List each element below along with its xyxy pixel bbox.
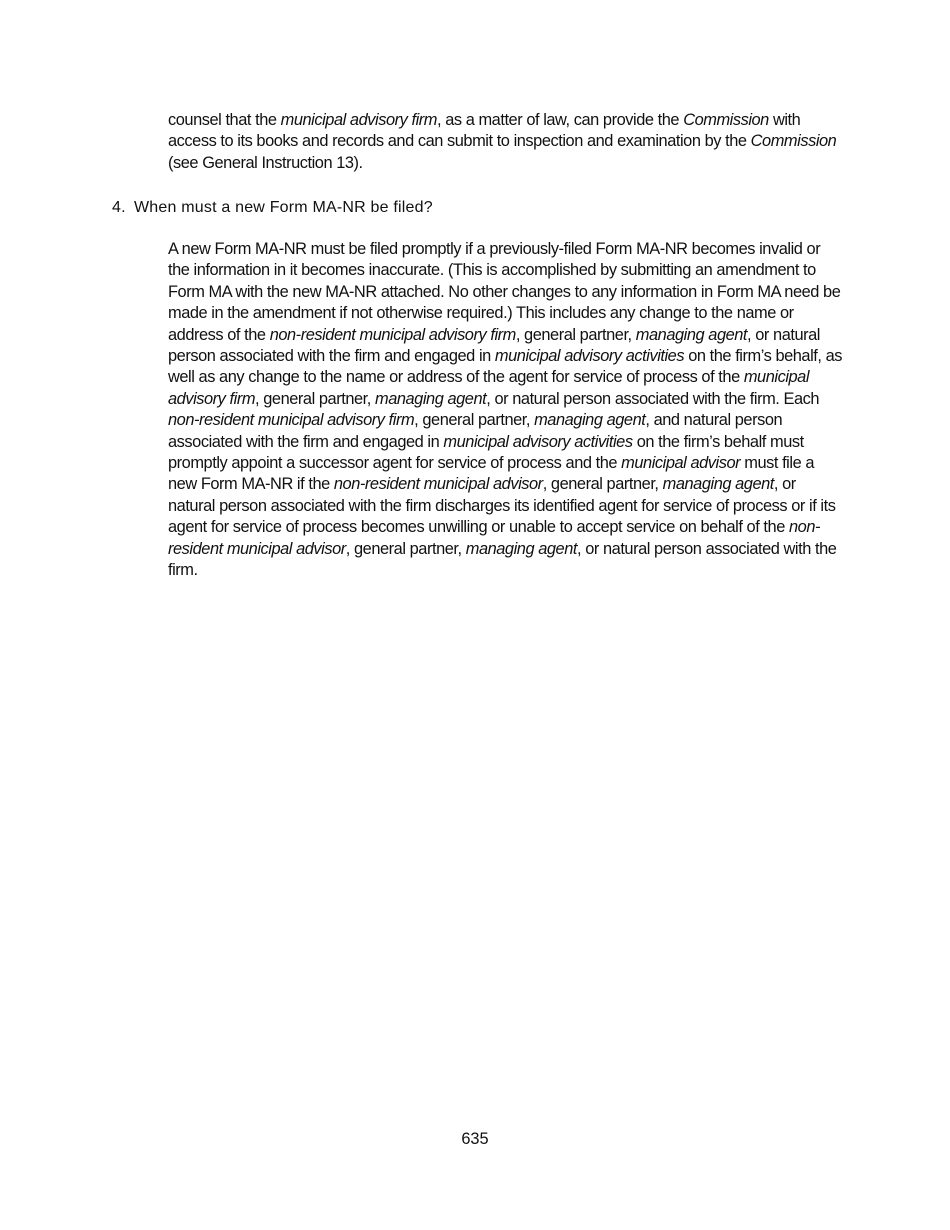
italic-term: managing agent (534, 411, 646, 430)
text-run: , general partner, (414, 411, 535, 430)
text-run: with access to its books and records and can submit to inspection and examination by the (168, 111, 801, 151)
text-run: , and natural person associated with the firm and engaged in (168, 411, 783, 451)
italic-term: managing agent (662, 475, 774, 494)
question-text: When must a new Form MA-NR be filed? (134, 199, 433, 216)
text-run: , general partner, (515, 325, 636, 344)
italic-term: managing agent (465, 539, 577, 558)
text-run: A new Form MA-NR must be filed promptly if a previously-filed Form MA-NR becomes invalid or the information in it becomes inaccurate. (This is accomplished by submitting an amendment to Form MA with the new MA-NR attached. No other changes to any information in Form MA need be made in the amendment if not otherwise required.) This includes any change to the name or address of the (168, 240, 841, 344)
text-run: , or natural person associated with the firm. Each (486, 389, 820, 408)
text-run: , as a matter of law, can provide the (436, 111, 684, 129)
text-run: , general partner, (345, 539, 466, 558)
continuation-paragraph (168, 110, 844, 174)
text-run: , or natural person associated with the firm. (168, 539, 837, 580)
italic-term: non-resident municipal advisory firm (168, 411, 415, 430)
page-number: 635 (461, 1130, 489, 1148)
italic-term: municipal advisory activities (443, 432, 633, 451)
italic-term: non-resident municipal advisor (168, 518, 820, 558)
italic-term: managing agent (635, 325, 748, 344)
text-run: , or natural person associated with the firm and engaged in (168, 325, 820, 366)
italic-term: non-resident municipal advisor (333, 475, 543, 494)
italic-term: municipal advisory firm (280, 111, 437, 129)
text-run: (see General Instruction 13). (168, 153, 363, 172)
question-number: 4. (112, 199, 126, 216)
text-run: , or natural person associated with the firm discharges its identified agent for service of process or if its agent for service of process becomes unwilling or unable to accept service on behalf of the (168, 475, 836, 537)
italic-term: Commission (750, 132, 837, 151)
italic-term: municipal advisory firm (168, 368, 810, 408)
text-run: counsel that the (168, 111, 281, 129)
text-run: on the firm’s behalf, as well as any change to the name or address of the agent for service of process of the (168, 347, 843, 387)
italic-term: non-resident municipal advisory firm (269, 325, 516, 344)
text-run: must file a new Form MA-NR if the (168, 454, 815, 494)
text-run: , general partner, (542, 475, 663, 494)
question-heading (112, 197, 433, 218)
italic-term: municipal advisory activities (494, 347, 685, 366)
italic-term: municipal advisor (621, 454, 741, 473)
answer-paragraph (168, 239, 844, 582)
text-run: , general partner, (255, 389, 375, 408)
italic-term: managing agent (374, 389, 487, 408)
italic-term: Commission (683, 111, 769, 129)
text-run: on the firm’s behalf must promptly appoint a successor agent for service of process and the (168, 432, 804, 473)
